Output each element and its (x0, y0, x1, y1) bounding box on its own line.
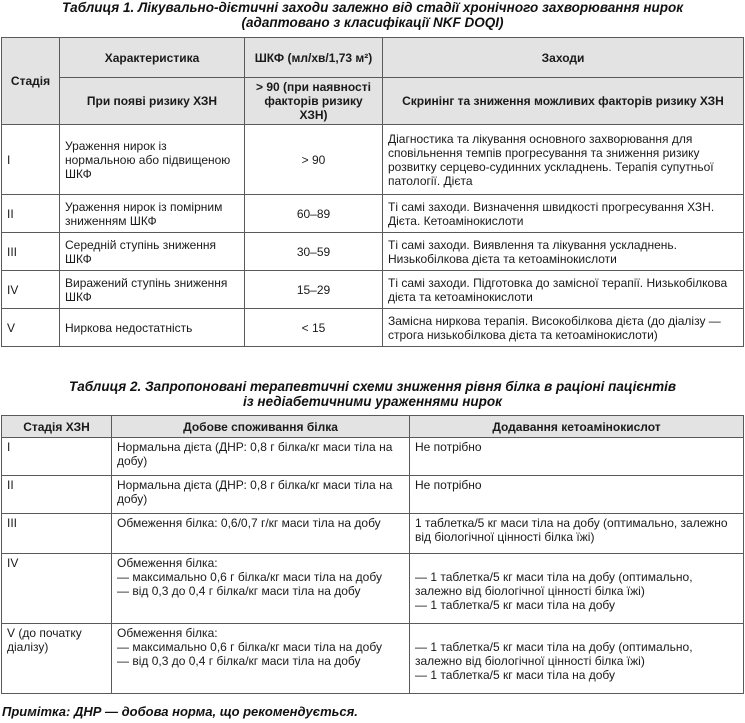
table1-cell-stage: II (2, 195, 60, 233)
table-row (2, 271, 744, 309)
table1-caption-line1: Таблиця 1. Лікувально-дієтичні заходи залежно від стадії хронічного захворювання нирок (61, 0, 684, 15)
table2-header-protein: Добове споживання білка (112, 416, 410, 438)
table1-header-measures: Заходи (383, 38, 744, 78)
table2-cell-keto: Не потрібно (410, 438, 744, 476)
table2-cell-keto: — 1 таблетка/5 кг маси тіла на добу (оптимально, залежно від біологічної цінності білка їжі) — 1 таблетка/5 кг маси тіла на добу (410, 554, 744, 624)
table2-cell-stage: I (2, 438, 112, 476)
table1-cell-gfr: 30–59 (245, 233, 383, 271)
table1-caption (0, 0, 745, 30)
table-row (2, 438, 744, 476)
table-row (2, 554, 744, 624)
table1-cell-gfr: > 90 (245, 125, 383, 195)
table1-cell-gfr: 15–29 (245, 271, 383, 309)
table-row (2, 125, 744, 195)
table2-caption-line1: Таблиця 2. Запропоновані терапевтичні схеми зниження рівня білка в раціоні пацієнтів (69, 379, 676, 394)
table1-cell-characteristic: Виражений ступінь зниження ШКФ (60, 271, 245, 309)
table2-cell-stage: IV (2, 554, 112, 624)
table-row (2, 195, 744, 233)
table-row (2, 514, 744, 554)
table1-cell-characteristic: Ураження нирок із помірним зниженням ШКФ (60, 195, 245, 233)
table2-caption-line2: із недіабетичними ураженнями нирок (243, 394, 502, 409)
table1-header-characteristic: Характеристика (60, 38, 245, 78)
table1-cell-measures: Ті самі заходи. Виявлення та лікування ускладнень. Низькобілкова дієта та кетоамінокислоти (383, 233, 744, 271)
table-row (2, 476, 744, 514)
table1-header-risk-characteristic: При появі ризику ХЗН (60, 78, 245, 125)
table1-cell-stage: III (2, 233, 60, 271)
table-row (2, 624, 744, 694)
table2-cell-protein: Обмеження білка: — максимально 0,6 г білка/кг маси тіла на добу — від 0,3 до 0,4 г білка/кг маси тіла на добу (112, 554, 410, 624)
table1-cell-measures: Ті самі заходи. Визначення швидкості прогресування ХЗН. Дієта. Кетоамінокислоти (383, 195, 744, 233)
table1-caption-line2: (адаптовано з класифікації NKF DOQI) (241, 15, 504, 30)
table2-caption (0, 379, 745, 409)
table1-cell-stage: I (2, 125, 60, 195)
table-row (2, 233, 744, 271)
table1-cell-measures: Ті самі заходи. Підготовка до замісної терапії. Низькобілкова дієта та кетоамінокислоти (383, 271, 744, 309)
table2-cell-protein: Нормальна дієта (ДНР: 0,8 г білка/кг маси тіла на добу) (112, 476, 410, 514)
table1-header-risk-measures: Скринінг та зниження можливих факторів ризику ХЗН (383, 78, 744, 125)
footnote: Примітка: ДНР — добова норма, що рекомендується. (2, 704, 358, 719)
table2 (1, 415, 744, 694)
table1-cell-characteristic: Середній ступінь зниження ШКФ (60, 233, 245, 271)
table1-cell-gfr: 60–89 (245, 195, 383, 233)
table2-header-stage: Стадія ХЗН (2, 416, 112, 438)
table2-cell-keto: Не потрібно (410, 476, 744, 514)
table2-header-keto: Додавання кетоамінокислот (410, 416, 744, 438)
table1-cell-measures: Діагностика та лікування основного захворювання для сповільнення темпів прогресування та зниження ризику розвитку серцево-судинних ускладнень. Терапія супутньої патології. Дієта (383, 125, 744, 195)
table1-cell-stage: IV (2, 271, 60, 309)
table2-cell-stage: III (2, 514, 112, 554)
table1-cell-stage: V (2, 309, 60, 347)
table2-cell-protein: Нормальна дієта (ДНР: 0,8 г білка/кг маси тіла на добу) (112, 438, 410, 476)
table2-cell-keto: — 1 таблетка/5 кг маси тіла на добу (оптимально, залежно від біологічної цінності білка їжі) — 1 таблетка/5 кг маси тіла на добу (410, 624, 744, 694)
table1-header-gfr: ШКФ (мл/хв/1,73 м²) (245, 38, 383, 78)
table1-cell-measures: Замісна ниркова терапія. Високобілкова дієта (до діалізу — строга низькобілкова дієта та кетоамінокислоти) (383, 309, 744, 347)
table1-cell-characteristic: Ураження нирок із нормальною або підвищеною ШКФ (60, 125, 245, 195)
table-row (2, 309, 744, 347)
table2-cell-protein: Обмеження білка: 0,6/0,7 г/кг маси тіла на добу (112, 514, 410, 554)
table1-header-risk-gfr: > 90 (при наявності факторів ризику ХЗН) (245, 78, 383, 125)
table1 (1, 37, 744, 347)
table2-cell-stage: V (до початку діалізу) (2, 624, 112, 694)
table2-cell-keto: 1 таблетка/5 кг маси тіла на добу (оптимально, залежно від біологічної цінності білка їжі) (410, 514, 744, 554)
table2-cell-protein: Обмеження білка: — максимально 0,6 г білка/кг маси тіла на добу — від 0,3 до 0,4 г білка/кг маси тіла на добу (112, 624, 410, 694)
table1-header-stage: Стадія (2, 38, 60, 125)
table2-cell-stage: II (2, 476, 112, 514)
table1-cell-gfr: < 15 (245, 309, 383, 347)
table1-cell-characteristic: Ниркова недостатність (60, 309, 245, 347)
